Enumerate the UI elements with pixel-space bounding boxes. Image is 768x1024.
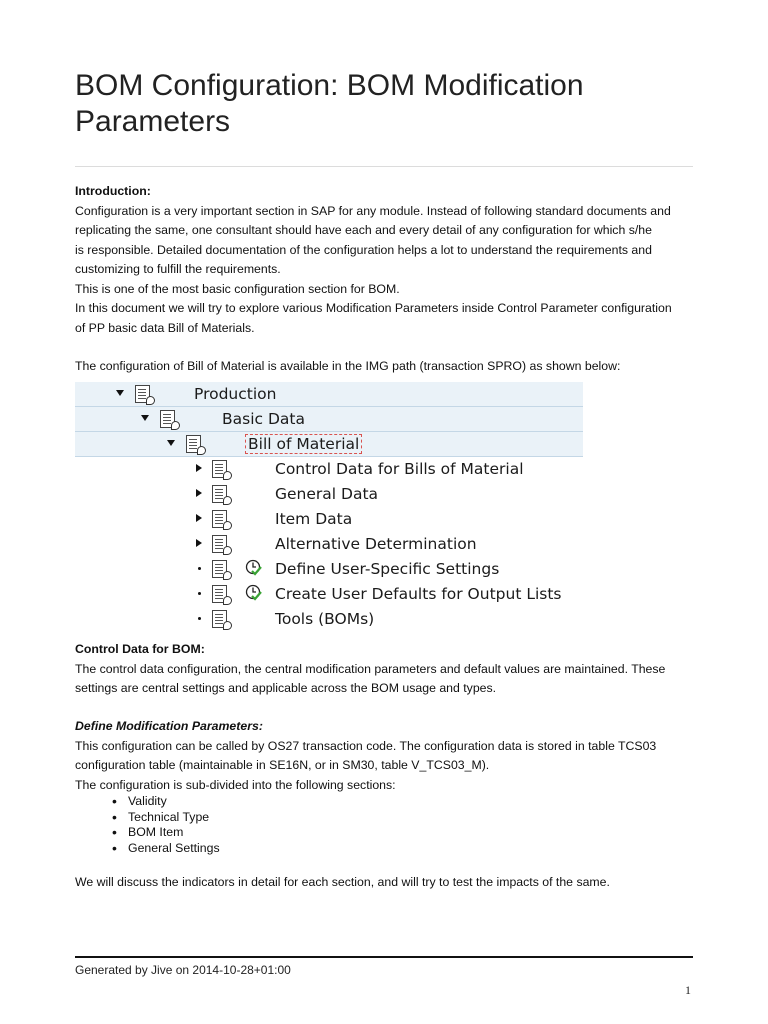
tree-node-basic-data[interactable] <box>75 407 583 432</box>
collapse-arrow-icon[interactable] <box>196 539 202 547</box>
tree-node-label: Item Data <box>275 510 353 528</box>
control-data-heading: Control Data for BOM: <box>75 642 205 656</box>
tree-node-item-data[interactable] <box>75 507 583 531</box>
tree-node-alternative-determination[interactable] <box>75 532 583 556</box>
closing-paragraph <box>75 873 695 893</box>
img-path-text: The configuration of Bill of Material is available in the IMG path (transaction SPRO) as shown below: <box>75 359 621 373</box>
intro-line: of PP basic data Bill of Materials. <box>75 320 255 335</box>
sections-bullet-list <box>75 794 220 856</box>
modification-line: configuration table (maintainable in SE16N, or in SM30, table V_TCS03_M). <box>75 758 490 772</box>
page-title <box>75 68 695 140</box>
tree-node-create-user-defaults[interactable] <box>75 582 583 606</box>
intro-line: customizing to fulfill the requirements. <box>75 262 281 276</box>
tree-node-label: Create User Defaults for Output Lists <box>275 585 562 603</box>
tree-node-label: Define User-Specific Settings <box>275 560 500 578</box>
tree-node-bill-of-material[interactable] <box>75 432 583 457</box>
tree-node-label: Tools (BOMs) <box>275 610 375 628</box>
document-icon <box>186 435 201 453</box>
leaf-dot-icon <box>198 617 201 620</box>
list-item: • BOM Item <box>75 825 220 841</box>
control-data-line: The control data configuration, the central modification parameters and default values are maintained. These <box>75 661 666 676</box>
list-item: • Technical Type <box>75 810 220 826</box>
tree-node-control-data[interactable] <box>75 457 583 481</box>
execute-clock-icon[interactable] <box>245 559 262 576</box>
sap-img-tree-screenshot <box>75 381 583 631</box>
modification-line: This configuration can be called by OS27 transaction code. The configuration data is stored in table TCS03 <box>75 738 657 753</box>
tree-node-label: Production <box>194 385 277 403</box>
modification-line: The configuration is sub-divided into the following sections: <box>75 777 396 792</box>
expand-arrow-icon[interactable] <box>116 390 124 396</box>
page-number: 1 <box>685 983 691 997</box>
intro-line: replicating the same, one consultant should have each and every detail of any configuration for which s/he <box>75 223 652 237</box>
leaf-dot-icon <box>198 567 201 570</box>
control-data-section <box>75 640 695 699</box>
intro-line: Configuration is a very important section in SAP for any module. Instead of following standard documents and <box>75 203 671 218</box>
tree-node-label: Control Data for Bills of Material <box>275 460 524 478</box>
document-icon <box>212 560 227 578</box>
document-icon <box>212 460 227 478</box>
closing-text: We will discuss the indicators in detail for each section, and will try to test the impacts of the same. <box>75 875 610 889</box>
intro-line: This is one of the most basic configuration section for BOM. <box>75 281 400 296</box>
leaf-dot-icon <box>198 592 201 595</box>
collapse-arrow-icon[interactable] <box>196 514 202 522</box>
expand-arrow-icon[interactable] <box>167 440 175 446</box>
tree-node-general-data[interactable] <box>75 482 583 506</box>
tree-node-define-user-settings[interactable] <box>75 557 583 581</box>
tree-node-tools-boms[interactable] <box>75 607 583 631</box>
execute-clock-icon[interactable] <box>245 584 262 601</box>
tree-node-label: Basic Data <box>222 410 305 428</box>
footer-divider <box>75 956 693 958</box>
intro-line: is responsible. Detailed documentation of the configuration helps a lot to understand the requirements and <box>75 242 652 257</box>
title-line-1: BOM Configuration: BOM Modification <box>75 69 584 102</box>
collapse-arrow-icon[interactable] <box>196 489 202 497</box>
tree-node-production[interactable] <box>75 382 583 407</box>
document-icon <box>135 385 150 403</box>
modification-section <box>75 717 695 795</box>
title-divider <box>75 166 693 167</box>
document-icon <box>212 485 227 503</box>
tree-node-label: Alternative Determination <box>275 535 477 553</box>
document-icon <box>212 585 227 603</box>
document-icon <box>212 610 227 628</box>
footer-generated: Generated by Jive on 2014-10-28+01:00 <box>75 963 291 977</box>
introduction-section <box>75 182 695 338</box>
img-path-paragraph <box>75 357 695 377</box>
document-icon <box>212 510 227 528</box>
collapse-arrow-icon[interactable] <box>196 464 202 472</box>
tree-node-label: Bill of Material <box>245 434 362 454</box>
introduction-heading: Introduction: <box>75 184 151 198</box>
expand-arrow-icon[interactable] <box>141 415 149 421</box>
intro-line: In this document we will try to explore various Modification Parameters inside Control Parameter configuration <box>75 301 672 315</box>
document-icon <box>160 410 175 428</box>
tree-node-label: General Data <box>275 485 379 503</box>
modification-heading: Define Modification Parameters: <box>75 719 263 733</box>
control-data-line: settings are central settings and applicable across the BOM usage and types. <box>75 681 497 695</box>
list-item: • General Settings <box>75 841 220 857</box>
document-icon <box>212 535 227 553</box>
title-line-2: Parameters <box>75 105 231 138</box>
list-item: • Validity <box>75 794 220 810</box>
